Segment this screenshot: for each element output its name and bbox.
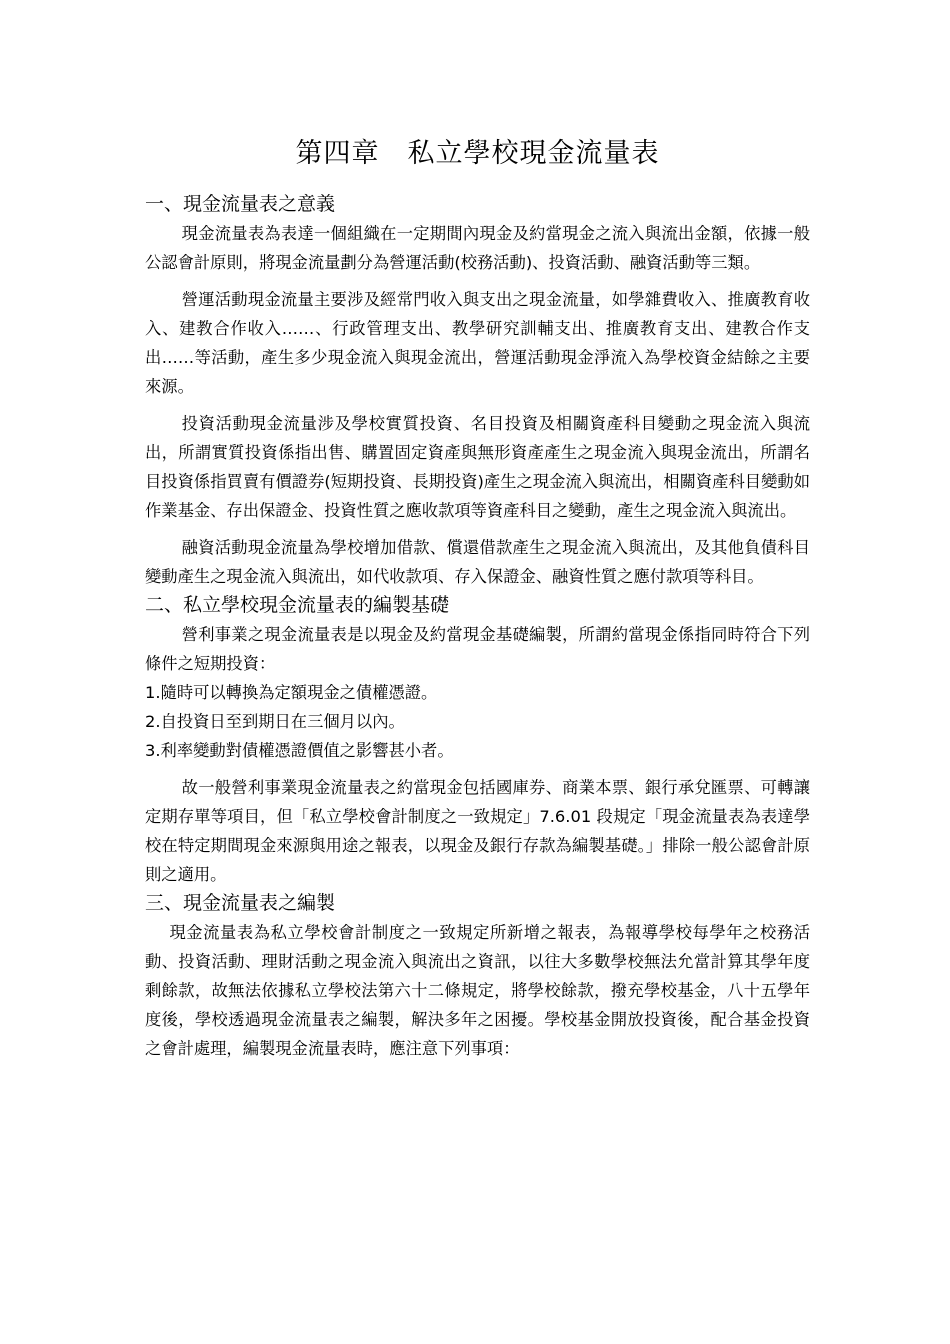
section2-closing: 故一般營利事業現金流量表之約當現金包括國庫券、商業本票、銀行承兌匯票、可轉讓定期存單等項目，但「私立學校會計制度之一致規定」7.6.01 段規定「現金流量表為表達學校在特定期間現金來源與用途之報表，以現金及銀行存款為編製基礎。」排除一般公認會計原則之適用。 [145,778,810,884]
section1-paragraph-4: 融資活動現金流量為學校增加借款、償還借款產生之現金流入與流出，及其他負債科目變動產生之現金流入與流出，如代收款項、存入保證金、融資性質之應付款項等科目。 [145,538,810,586]
section3-paragraph-1: 現金流量表為私立學校會計制度之一致規定所新增之報表，為報導學校每學年之校務活動、投資活動、理財活動之現金流入與流出之資訊，以往大多數學校無法允當計算其學年度剩餘款，故無法依據私立學校法第六十二條規定，將學校餘款，撥充學校基金，八十五學年度後，學校透過現金流量表之編製，解決多年之困擾。學校基金開放投資後，配合基金投資之會計處理，編製現金流量表時，應注意下列事項： [145,923,810,1058]
document-page [145,130,810,1063]
section-heading-3: 三、現金流量表之編製 [145,892,336,914]
section2-list-item-1: 1.隨時可以轉換為定額現金之債權憑證。 [145,683,438,702]
section1-paragraph-1: 現金流量表為表達一個組織在一定期間內現金及約當現金之流入與流出金額，依據一般公認會計原則，將現金流量劃分為營運活動(校務活動)、投資活動、融資活動等三類。 [145,224,810,272]
section-heading-2: 二、私立學校現金流量表的編製基礎 [145,594,450,616]
section1-paragraph-2: 營運活動現金流量主要涉及經常門收入與支出之現金流量，如學雜費收入、推廣教育收入、建教合作收入……、行政管理支出、教學研究訓輔支出、推廣教育支出、建教合作支出……等活動，產生多少現金流入與現金流出，營運活動現金淨流入為學校資金結餘之主要來源。 [145,290,810,396]
section-heading-1: 一、現金流量表之意義 [145,193,336,215]
section2-list-item-2: 2.自投資日至到期日在三個月以內。 [145,712,405,731]
chapter-title: 第四章 私立學校現金流量表 [295,138,660,169]
section2-intro: 營利事業之現金流量表是以現金及約當現金基礎編製，所謂約當現金係指同時符合下列條件之短期投資： [145,625,810,673]
section2-list-item-3: 3.利率變動對債權憑證價值之影響甚小者。 [145,741,454,760]
section1-paragraph-3: 投資活動現金流量涉及學校實質投資、名目投資及相關資產科目變動之現金流入與流出，所謂實質投資係指出售、購置固定資產與無形資產產生之現金流入與現金流出，所謂名目投資係指買賣有價證券(短期投資、長期投資)產生之現金流入與流出，相關資產科目變動如作業基金、存出保證金、投資性質之應收款項等資產科目之變動，產生之現金流入與流出。 [145,414,810,520]
